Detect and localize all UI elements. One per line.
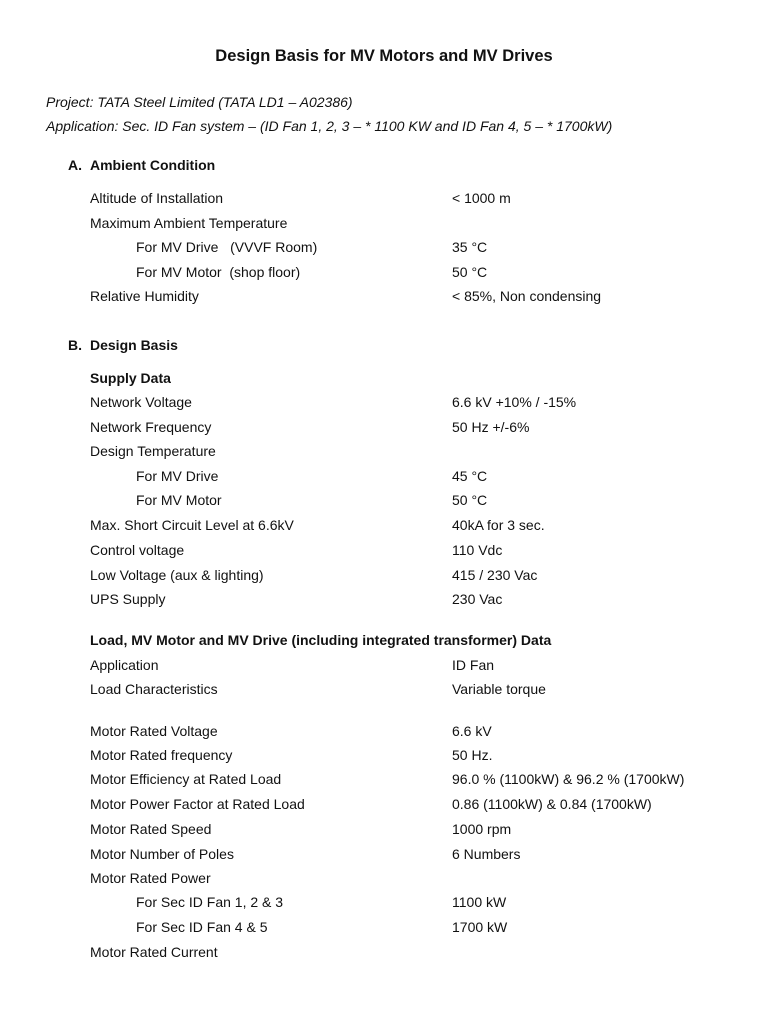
row-label: For Sec ID Fan 1, 2 & 3: [136, 894, 284, 910]
row-label: Motor Rated Power: [90, 870, 211, 886]
row-label: Motor Number of Poles: [90, 846, 234, 862]
row-value: 6.6 kV: [452, 723, 492, 739]
row-value: 35 °C: [452, 239, 488, 255]
row-value: 6 Numbers: [452, 846, 521, 862]
row-label: Motor Power Factor at Rated Load: [90, 796, 305, 812]
row-label: Motor Efficiency at Rated Load: [90, 771, 282, 787]
row-label: Maximum Ambient Temperature: [90, 215, 288, 231]
row-label: For MV Motor (shop floor): [136, 264, 301, 280]
row-value: 230 Vac: [452, 591, 503, 607]
row-label: For MV Drive (VVVF Room): [136, 239, 318, 255]
row-value: 1700 kW: [452, 919, 508, 935]
row-label: Control voltage: [90, 542, 185, 558]
row-label: Network Frequency: [90, 419, 212, 435]
row-value: 50 °C: [452, 492, 488, 508]
row-label: Low Voltage (aux & lighting): [90, 567, 264, 583]
row-value: Variable torque: [452, 681, 546, 697]
section-b-letter: B.: [68, 337, 82, 353]
row-label: Motor Rated Speed: [90, 821, 212, 837]
row-value: 45 °C: [452, 468, 488, 484]
row-label: Altitude of Installation: [90, 190, 224, 206]
row-value: 96.0 % (1100kW) & 96.2 % (1700kW): [452, 771, 685, 787]
row-value: 415 / 230 Vac: [452, 567, 538, 583]
section-a-letter: A.: [68, 157, 82, 173]
row-label: Motor Rated Voltage: [90, 723, 218, 739]
row-value: 110 Vdc: [452, 542, 503, 558]
supply-data-heading: Supply Data: [90, 370, 171, 386]
section-b-heading: [68, 337, 178, 353]
row-label: For MV Motor: [136, 492, 222, 508]
row-label: Motor Rated frequency: [90, 747, 233, 763]
section-a-title: Ambient Condition: [90, 157, 216, 173]
row-value: ID Fan: [452, 657, 495, 673]
section-a-heading: [68, 157, 215, 173]
project-line: Project: TATA Steel Limited (TATA LD1 – A02386): [46, 94, 353, 110]
row-label: Load Characteristics: [90, 681, 218, 697]
row-value: < 85%, Non condensing: [452, 288, 602, 304]
row-value: < 1000 m: [452, 190, 511, 206]
section-b-title: Design Basis: [90, 337, 178, 353]
row-value: 6.6 kV +10% / -15%: [452, 394, 577, 410]
row-label: For MV Drive: [136, 468, 219, 484]
load-data-heading: Load, MV Motor and MV Drive (including integrated transformer) Data: [90, 632, 552, 648]
row-label: Network Voltage: [90, 394, 192, 410]
row-value: 50 °C: [452, 264, 488, 280]
row-label: Max. Short Circuit Level at 6.6kV: [90, 517, 294, 533]
row-value: 50 Hz.: [452, 747, 493, 763]
row-label: For Sec ID Fan 4 & 5: [136, 919, 268, 935]
row-value: 1000 rpm: [452, 821, 512, 837]
row-value: 1100 kW: [452, 894, 507, 910]
row-value: 50 Hz +/-6%: [452, 419, 530, 435]
row-value: 0.86 (1100kW) & 0.84 (1700kW): [452, 796, 652, 812]
application-line: Application: Sec. ID Fan system – (ID Fan 1, 2, 3 – * 1100 KW and ID Fan 4, 5 – * 1700kW): [46, 118, 613, 134]
row-label: Motor Rated Current: [90, 944, 218, 960]
document-title: Design Basis for MV Motors and MV Drives: [215, 47, 553, 65]
row-label: Relative Humidity: [90, 288, 199, 304]
row-label: Application: [90, 657, 159, 673]
row-label: UPS Supply: [90, 591, 166, 607]
row-value: 40kA for 3 sec.: [452, 517, 545, 533]
row-label: Design Temperature: [90, 443, 216, 459]
